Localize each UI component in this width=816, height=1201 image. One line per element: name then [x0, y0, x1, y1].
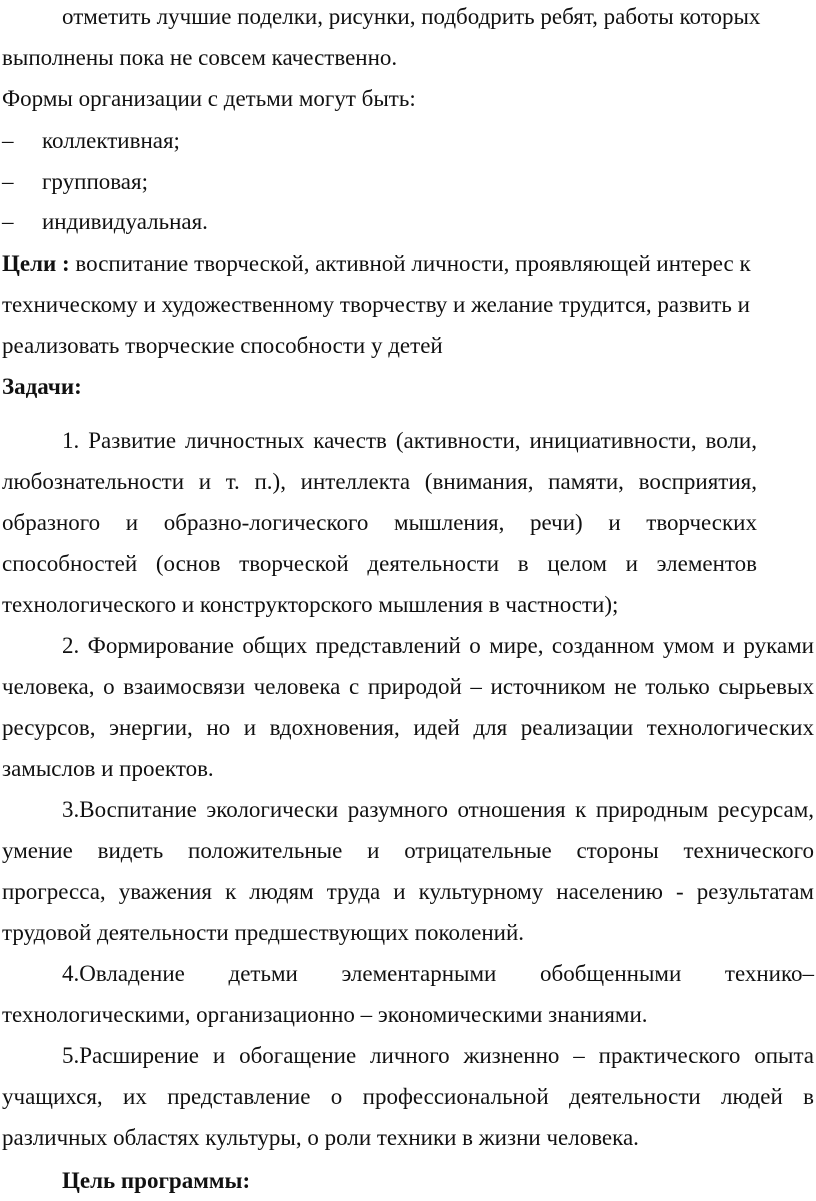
task-1-line: способностей (основ творческой деятельности в целом и элементов: [2, 551, 757, 576]
task-1-line: образного и образно-логического мышления, речи) и творческих: [2, 510, 757, 535]
forms-item-label: индивидуальная.: [42, 209, 208, 234]
forms-item-label: коллективная;: [42, 128, 180, 153]
goals-text: воспитание творческой, активной личности, проявляющей интерес к: [69, 251, 751, 276]
task-5-line: 5.Расширение и обогащение личного жизненно – практического опыта: [62, 1043, 814, 1068]
goals-line-2: техническому и художественному творчеству и желание трудится, развить и: [2, 292, 750, 317]
goals-label: Цели :: [2, 251, 70, 276]
task-3-line: трудовой деятельности предшествующих поколений.: [2, 920, 525, 945]
forms-heading: Формы организации с детьми могут быть:: [2, 86, 416, 111]
forms-list-item: [2, 120, 180, 161]
dash-marker: –: [2, 209, 14, 234]
dash-marker: –: [2, 128, 14, 153]
intro-line-2: выполнены пока не совсем качественно.: [2, 45, 398, 70]
task-2-line: замыслов и проектов.: [2, 756, 214, 781]
task-3-line: 3.Воспитание экологически разумного отношения к природным ресурсам,: [62, 797, 814, 822]
forms-item-label: групповая;: [42, 169, 148, 194]
task-4-line: 4.Овладение детьми элементарными обобщенными технико–: [62, 961, 814, 986]
task-1-line: 1. Развитие личностных качеств (активности, инициативности, воли,: [62, 428, 757, 453]
task-3-line: прогресса, уважения к людям труда и культурному населению - результатам: [2, 879, 814, 904]
task-1-line: технологического и конструкторского мышления в частности);: [2, 592, 619, 617]
task-5-line: различных областях культуры, о роли техники в жизни человека.: [2, 1125, 639, 1150]
task-3-line: умение видеть положительные и отрицательные стороны технического: [2, 838, 814, 863]
goals-line-1: [2, 243, 751, 284]
program-goal-heading: Цель программы:: [62, 1168, 251, 1193]
task-2-line: ресурсов, энергии, но и вдохновения, идей для реализации технологических: [2, 715, 814, 740]
goals-line-3: реализовать творческие способности у детей: [2, 333, 443, 358]
task-1-line: любознательности и т. п.), интеллекта (внимания, памяти, восприятия,: [2, 469, 757, 494]
dash-marker: –: [2, 169, 14, 194]
task-2-line: 2. Формирование общих представлений о мире, созданном умом и руками: [62, 633, 814, 658]
forms-list-item: [2, 201, 208, 242]
intro-line-1: отметить лучшие поделки, рисунки, подбодрить ребят, работы которых: [62, 4, 761, 29]
task-2-line: человека, о взаимосвязи человека с природой – источником не только сырьевых: [2, 674, 814, 699]
forms-list-item: [2, 161, 148, 202]
tasks-heading: Задачи:: [2, 374, 82, 399]
task-5-line: учащихся, их представление о профессиональной деятельности людей в: [2, 1084, 814, 1109]
task-4-line: технологическими, организационно – экономическими знаниями.: [2, 1002, 648, 1027]
